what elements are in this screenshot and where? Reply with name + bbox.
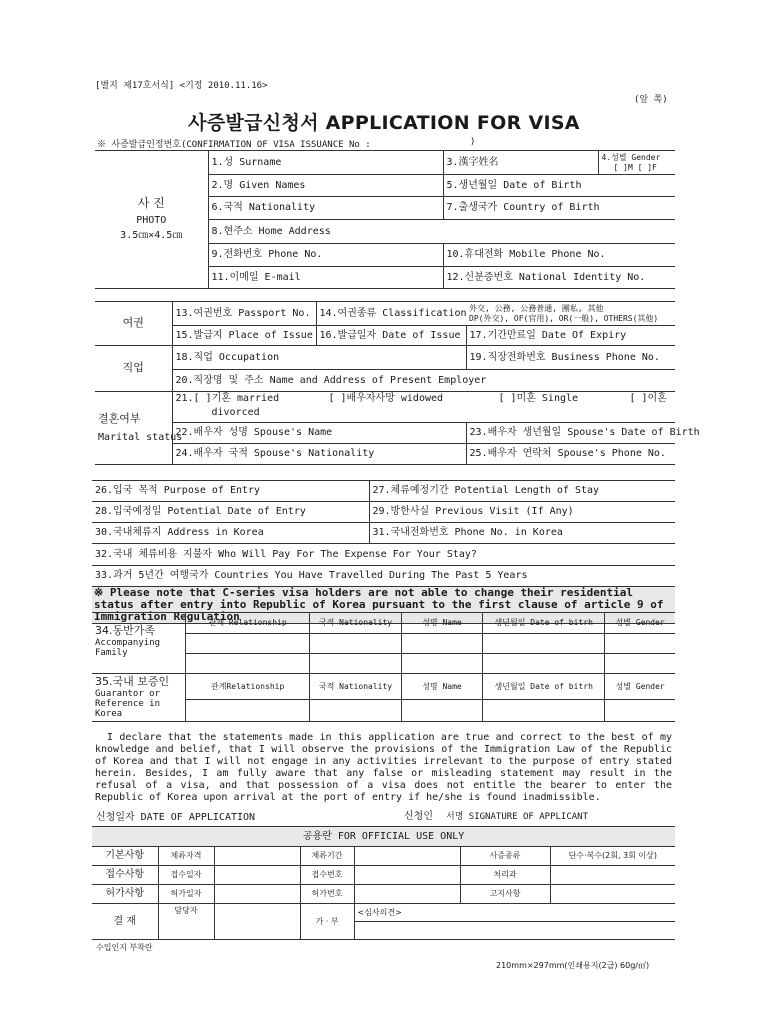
length-stay-field[interactable]: 27.체류예정기간 Potential Length of Stay xyxy=(369,481,675,502)
surname-field[interactable]: 1.성 Surname xyxy=(208,151,443,175)
mobile-field[interactable]: 10.휴대전화 Mobile Phone No. xyxy=(443,244,675,267)
guarantor-col-dob: 생년월일 Date of bitrh xyxy=(483,674,605,700)
family-label-en: Accompanying Family xyxy=(95,637,161,658)
guarantor-label xyxy=(92,674,186,722)
expense-field[interactable]: 32.국내 체류비용 지불자 Who Will Pay For The Expense For Your Stay? xyxy=(92,544,675,566)
marital-single[interactable]: [ ]미혼 Single xyxy=(498,393,579,404)
family-cell[interactable] xyxy=(186,634,310,654)
nationality-field[interactable]: 6.국적 Nationality xyxy=(208,197,443,220)
guarantor-cell[interactable] xyxy=(186,700,310,722)
photo-box[interactable] xyxy=(95,151,208,289)
official-permit-label: 허가사항 xyxy=(92,885,158,904)
official-permit-no-label: 허가번호 xyxy=(300,885,354,904)
family-guarantor-table xyxy=(92,612,675,722)
marital-widowed[interactable]: [ ]배우자사망 widowed xyxy=(328,393,444,404)
guarantor-col-relationship: 관계Relationship xyxy=(186,674,310,700)
spouse-name-field[interactable]: 22.배우자 성명 Spouse's Name xyxy=(172,423,466,444)
address-korea-field[interactable]: 30.국내체류지 Address in Korea xyxy=(92,523,369,544)
official-period-value[interactable] xyxy=(354,847,460,866)
family-col-dob: 생년월일 Date of bitrh xyxy=(483,613,605,634)
official-receipt-date-value[interactable] xyxy=(214,866,300,885)
passport-occupation-table xyxy=(95,301,700,465)
photo-label-ko: 사 진 xyxy=(137,196,165,211)
guarantor-label-ko: 35.국내 보증인 xyxy=(95,675,170,688)
marital-divorced: divorced xyxy=(211,407,260,418)
date-issue-field[interactable]: 16.발급일자 Date of Issue xyxy=(316,326,466,346)
official-use-table xyxy=(92,826,675,940)
photo-label-en: PHOTO xyxy=(136,214,167,226)
declaration-text: I declare that the statements made in this application are true and correct to the best of my knowledge and belief, that I will observe the provisions of the Immigration Law of the Republic of Korea and that I will not engage in any activities irrelevant to the purpose of entry stated herein. Besides, I am fully aware that any false or misleading statement may result in the refusal of a visa, and that possession of a visa does not entitle the bearer to enter the Republic of Korea upon arrival at the port of entry if he/she is found inadmissible. xyxy=(95,732,672,803)
applicant-signature-label[interactable]: 서명 SIGNATURE OF APPLICANT xyxy=(446,812,589,822)
email-field[interactable]: 11.이메일 E-mail xyxy=(208,267,443,289)
home-address-field[interactable]: 8.현주소 Home Address xyxy=(208,220,675,244)
place-issue-field[interactable]: 15.발급지 Place of Issue xyxy=(172,326,316,346)
family-col-nationality: 국적 Nationality xyxy=(310,613,402,634)
official-permit-date-value[interactable] xyxy=(214,885,300,904)
guarantor-cell[interactable] xyxy=(401,700,482,722)
official-use-header: 공용란 FOR OFFICIAL USE ONLY xyxy=(92,827,675,847)
official-period-label: 체류기간 xyxy=(300,847,354,866)
official-permit-date-label: 허가일자 xyxy=(158,885,214,904)
official-status-label: 체류자격 xyxy=(158,847,214,866)
national-id-field[interactable]: 12.신분증번호 National Identity No. xyxy=(443,267,675,289)
page-title: 사증발급신청서 APPLICATION FOR VISA xyxy=(188,112,580,134)
gender-options[interactable]: [ ]M [ ]F xyxy=(613,162,657,172)
official-dept-label: 처리과 xyxy=(460,866,550,885)
expiry-field[interactable]: 17.기간만료일 Date Of Expiry xyxy=(466,326,675,346)
official-basic-label: 기본사항 xyxy=(92,847,158,866)
guarantor-cell[interactable] xyxy=(605,700,675,722)
family-cell[interactable] xyxy=(186,654,310,674)
official-review-opinion-line[interactable] xyxy=(354,922,675,940)
official-approve-reject[interactable]: 가 · 부 xyxy=(300,904,354,940)
family-cell[interactable] xyxy=(401,634,482,654)
marital-married[interactable]: 21.[ ]기혼 married xyxy=(175,393,280,404)
official-approval-label: 결 재 xyxy=(92,904,158,940)
guarantor-cell[interactable] xyxy=(483,700,605,722)
official-visa-type-value[interactable]: 단수·복수(2회, 3회 이상) xyxy=(550,847,675,866)
spouse-nationality-field[interactable]: 24.배우자 국적 Spouse's Nationality xyxy=(172,444,466,465)
marital-label-en: Marital status xyxy=(98,431,183,443)
chinese-name-field[interactable]: 3.漢字姓名 xyxy=(443,151,598,175)
given-names-field[interactable]: 2.명 Given Names xyxy=(208,175,443,197)
stamp-area-label: 수입인지 부착란 xyxy=(96,943,153,952)
paper-spec: 210mm×297mm(인쇄용지(2급) 60g/㎡) xyxy=(496,961,650,970)
family-label xyxy=(92,613,186,674)
application-date-label: 신청일자 DATE OF APPLICATION xyxy=(96,812,256,823)
phone-field[interactable]: 9.전화번호 Phone No. xyxy=(208,244,443,267)
family-col-name: 성명 Name xyxy=(401,613,482,634)
family-cell[interactable] xyxy=(605,654,675,674)
class-options-ko: 外交, 公務, 公務普通, 團私, 其他 xyxy=(469,303,604,313)
occupation-section-label: 직업 xyxy=(95,346,172,392)
passport-class-options[interactable] xyxy=(466,302,675,326)
family-col-relationship: 관계 Relationship xyxy=(186,613,310,634)
marital-label-ko: 결혼여부 xyxy=(98,411,141,425)
official-receipt-no-value[interactable] xyxy=(354,866,460,885)
family-cell[interactable] xyxy=(483,634,605,654)
dob-field[interactable]: 5.생년월일 Date of Birth xyxy=(443,175,675,197)
passport-classification-label: 14.여권종류 Classification xyxy=(316,302,466,326)
page-side: (앞 쪽) xyxy=(634,95,668,105)
guarantor-label-en: Guarantor or Reference in Korea xyxy=(95,688,161,719)
purpose-field[interactable]: 26.입국 목적 Purpose of Entry xyxy=(92,481,369,502)
passport-number-field[interactable]: 13.여권번호 Passport No. xyxy=(172,302,316,326)
employer-field[interactable]: 20.직장명 및 주소 Name and Address of Present Employer xyxy=(172,370,675,392)
official-officer-label: 담당자 xyxy=(158,904,214,940)
gender-field[interactable] xyxy=(598,151,675,175)
official-visa-type-label: 사증종류 xyxy=(460,847,550,866)
official-officer-value[interactable] xyxy=(214,904,300,940)
previous-visit-field[interactable]: 29.방한사실 Previous Visit (If Any) xyxy=(369,502,675,523)
family-col-gender: 성별 Gender xyxy=(605,613,675,634)
confirmation-label: ※ 사증발급인정번호(CONFIRMATION OF VISA ISSUANCE No : xyxy=(97,140,371,150)
c-series-notice: ※ Please note that C-series visa holders are not able to change their residential status after entry into Republic of Korea pursuant to the first clause of article 9 of Immigration Regulation xyxy=(92,587,675,624)
form-reference: [별지 제17호서식] <기정 2010.11.16> xyxy=(95,81,268,91)
personal-info-table xyxy=(95,150,675,289)
spouse-phone-field[interactable]: 25.배우자 연락처 Spouse's Phone No. xyxy=(466,444,675,465)
guarantor-cell[interactable] xyxy=(310,700,402,722)
family-cell[interactable] xyxy=(605,634,675,654)
business-phone-field[interactable]: 19.직장전화번호 Business Phone No. xyxy=(466,346,675,370)
countries-field[interactable]: 33.과거 5년간 여행국가 Countries You Have Travelled During The Past 5 Years xyxy=(92,566,675,587)
official-permit-no-value[interactable] xyxy=(354,885,460,904)
family-label-ko: 34.동반가족 xyxy=(95,624,155,637)
official-dept-value[interactable] xyxy=(550,866,675,885)
official-review-opinion[interactable]: <심사의견> xyxy=(354,904,675,922)
confirmation-close: ) xyxy=(470,137,476,147)
official-receipt-label: 접수사항 xyxy=(92,866,158,885)
entry-info-table xyxy=(92,480,675,624)
passport-section-label: 여권 xyxy=(95,302,172,346)
official-status-value[interactable] xyxy=(214,847,300,866)
guarantor-col-nationality: 국적 Nationality xyxy=(310,674,402,700)
date-entry-field[interactable]: 28.입국예정일 Potential Date of Entry xyxy=(92,502,369,523)
spouse-dob-field[interactable]: 23.배우자 생년월일 Spouse's Date of Birth xyxy=(466,423,675,444)
country-birth-field[interactable]: 7.출생국가 Country of Birth xyxy=(443,197,675,220)
marital-options[interactable] xyxy=(172,392,675,423)
family-cell[interactable] xyxy=(310,634,402,654)
photo-size: 3.5㎝×4.5㎝ xyxy=(120,230,183,242)
phone-korea-field[interactable]: 31.국내전화번호 Phone No. in Korea xyxy=(369,523,675,544)
family-cell[interactable] xyxy=(310,654,402,674)
gender-label: 4.성별 Gender xyxy=(601,153,661,163)
official-receipt-date-label: 접수일자 xyxy=(158,866,214,885)
class-options-en: DP(外交), OF(官用), OR(一般), OTHERS(其他) xyxy=(469,313,659,323)
family-cell[interactable] xyxy=(483,654,605,674)
guarantor-col-name: 성명 Name xyxy=(401,674,482,700)
official-notice-value[interactable] xyxy=(550,885,675,904)
occupation-field[interactable]: 18.직업 Occupation xyxy=(172,346,466,370)
family-cell[interactable] xyxy=(401,654,482,674)
official-receipt-no-label: 접수번호 xyxy=(300,866,354,885)
guarantor-col-gender: 성별 Gender xyxy=(605,674,675,700)
applicant-label: 신청인 xyxy=(404,811,433,822)
marital-section-label xyxy=(95,392,183,465)
official-notice-label: 고지사항 xyxy=(460,885,550,904)
marital-divorced-box[interactable]: [ ]이혼 xyxy=(629,393,667,404)
